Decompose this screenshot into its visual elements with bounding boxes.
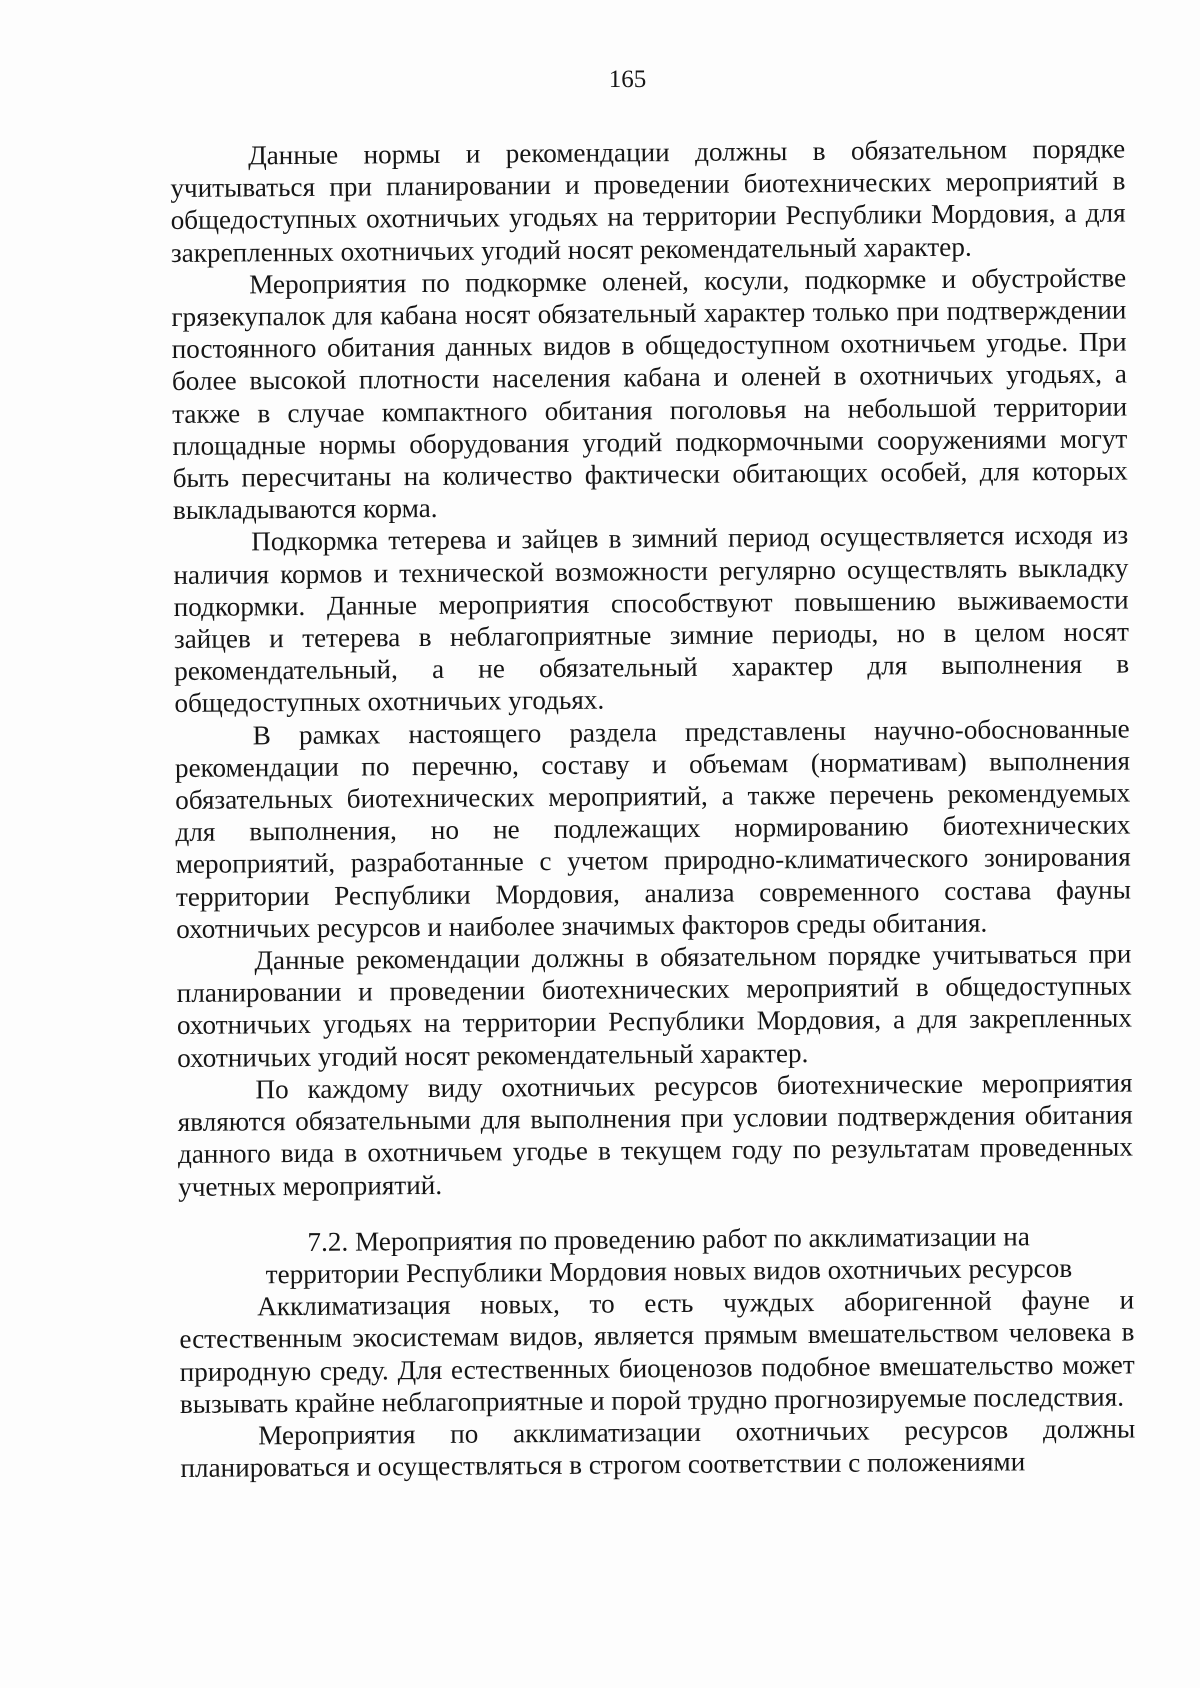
paragraph: В рамках настоящего раздела представлены научно-обоснованные рекомендации по перечню, составу и объемам (нормативам) выполнения обязательных биотехнических мероприятий, а также перечень рекомендуемых для выполнения, но не подлежащих нормированию биотехнических мероприятий, разработанные с учетом природно-климатического зонирования территории Республики Мордовия, анализа современного состава фауны охотничьих ресурсов и наиболее значимых факторов среды обитания. xyxy=(174,713,1132,944)
paragraph: Мероприятия по подкормке оленей, косули, подкормке и обустройстве грязекупалок для кабана носят обязательный характер только при подтверждении постоянного обитания данных видов в общедоступном охотничьем угодье. При более высокой плотности населения кабана и оленей в охотничьих угодьях, а также в случае компактного обитания поголовья на небольшой территории площадные нормы оборудования угодий подкормочными сооружениями могут быть пересчитаны на количество фактически обитающих особей, для которых выкладываются корма. xyxy=(171,262,1128,526)
page-number: 165 xyxy=(608,66,647,93)
paragraph: Данные рекомендации должны в обязательном порядке учитываться при планировании и проведении биотехнических мероприятий в общедоступных охотничьих угодьях на территории Республики Мордовия, а для закрепленных охотничьих угодий носят рекомендательный характер. xyxy=(176,938,1133,1073)
paragraph: Данные нормы и рекомендации должны в обязательном порядке учитываться при планировании и проведении биотехнических мероприятий в общедоступных охотничьих угодьях на территории Республики Мордовия, а для закрепленных охотничьих угодий носят рекомендательный характер. xyxy=(170,133,1126,268)
body-text xyxy=(170,132,1136,1484)
section-heading-line: 7.2. Мероприятия по проведению работ по акклиматизации на xyxy=(307,1220,1030,1257)
paragraph: Акклиматизация новых, то есть чуждых аборигенной фауне и естественным экосистемам видов, является прямым вмешательством человека в природную среду. Для естественных биоценозов подобное вмешательство может вызывать крайне неблагоприятные и порой трудно прогнозируемые последствия. xyxy=(179,1284,1135,1419)
paragraph: По каждому виду охотничьих ресурсов биотехнические мероприятия являются обязательными для выполнения при условии подтверждения обитания данного вида в охотничьем угодье в текущем году по результатам проведенных учетных мероприятий. xyxy=(177,1067,1134,1202)
section-heading-line: территории Республики Мордовия новых видов охотничьих ресурсов xyxy=(265,1252,1073,1290)
paragraph: Подкормка тетерева и зайцев в зимний период осуществляется исходя из наличия кормов и технической возможности регулярно осуществлять выкладку подкормки. Данные мероприятия способствуют повышению выживаемости зайцев и тетерева в неблагоприятные зимние периоды, но в целом носят рекомендательный, а не обязательный характер для выполнения в общедоступных охотничьих угодьях. xyxy=(173,519,1130,719)
paragraph: Мероприятия по акклиматизации охотничьих ресурсов должны планироваться и осуществляться в строгом соответствии с положениями xyxy=(180,1413,1136,1484)
section-heading xyxy=(179,1219,1134,1291)
